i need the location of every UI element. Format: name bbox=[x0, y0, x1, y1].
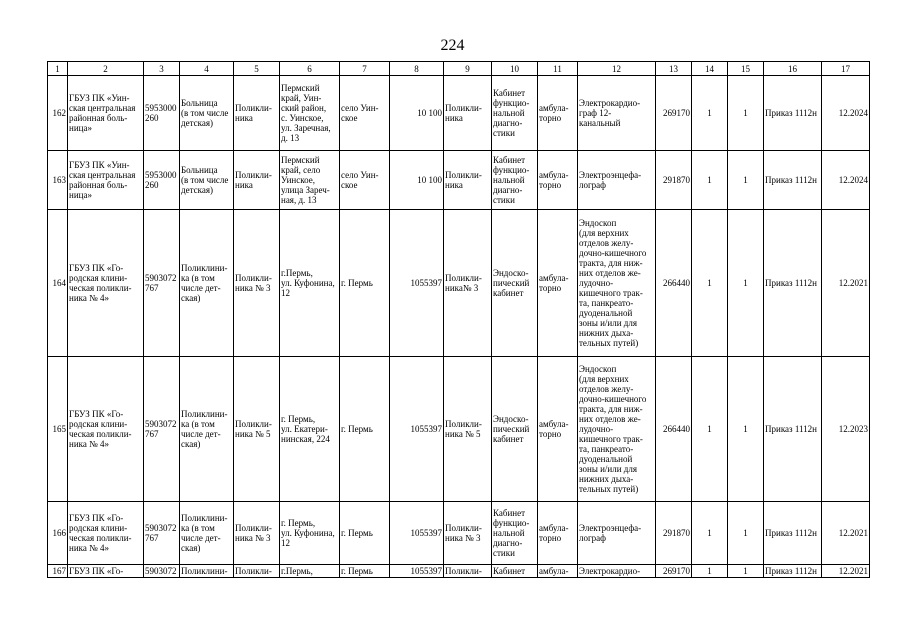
cell-oktmo: 1055397 bbox=[390, 502, 444, 565]
column-number: 10 bbox=[492, 62, 538, 76]
cell-row-number: 166 bbox=[48, 502, 68, 565]
column-number: 6 bbox=[280, 62, 340, 76]
cell-locality: г. Пермь bbox=[340, 565, 390, 578]
page-number: 224 bbox=[440, 37, 465, 54]
cell-equipment-code: 291870 bbox=[656, 151, 692, 210]
cell-term: 12.2024 bbox=[822, 76, 870, 151]
cell-quantity-required: 1 bbox=[692, 357, 728, 502]
cell-organization: ГБУЗ ПК «Го- родская клини- ческая поликли- ника № 4» bbox=[68, 210, 144, 357]
cell-organization: ГБУЗ ПК «Уин- ская центральная районная боль- ница» bbox=[68, 76, 144, 151]
table-row bbox=[48, 151, 870, 210]
cell-cabinet: Кабинет функцио- нальной диагно- стики bbox=[492, 502, 538, 565]
cell-oktmo: 10 100 bbox=[390, 151, 444, 210]
cell-order-basis: Приказ 1112н bbox=[764, 565, 822, 578]
equipment-table bbox=[47, 61, 870, 578]
cell-unit: Поликли- ника № 3 bbox=[444, 502, 492, 565]
cell-locality: г. Пермь bbox=[340, 210, 390, 357]
column-number: 7 bbox=[340, 62, 390, 76]
cell-quantity-available: 1 bbox=[728, 565, 764, 578]
cell-organization: ГБУЗ ПК «Уин- ская центральная районная боль- ница» bbox=[68, 151, 144, 210]
cell-cabinet: Эндоско- пический кабинет bbox=[492, 210, 538, 357]
cell-term: 12.2023 bbox=[822, 357, 870, 502]
cell-cabinet: Кабинет функцио- нальной диагно- стики bbox=[492, 151, 538, 210]
cell-quantity-required: 1 bbox=[692, 210, 728, 357]
cell-address: г. Пермь, ул. Куфонина, 12 bbox=[280, 502, 340, 565]
cell-unit: Поликли- ника bbox=[444, 151, 492, 210]
cell-organization: ГБУЗ ПК «Го- родская клини- ческая поликли- ника № 4» bbox=[68, 502, 144, 565]
cell-order-basis: Приказ 1112н bbox=[764, 210, 822, 357]
cell-cabinet: Кабинет функцио- нальной диагно- стики bbox=[492, 76, 538, 151]
cell-equipment: Эндоскоп (для верхних отделов желу- дочно-кишечного тракта, для ниж- них отделов же- лудочно- кишечного трак- та, панкреато- дуоденальной зоны и/или для нижних дыха- тельных путей) bbox=[578, 357, 656, 502]
cell-address: г. Пермь, ул. Екатери- нинская, 224 bbox=[280, 357, 340, 502]
cell-term: 12.2021 bbox=[822, 210, 870, 357]
cell-address: г.Пермь, bbox=[280, 565, 340, 578]
cell-unit: Поликли- ника bbox=[444, 76, 492, 151]
cell-subdivision: Поликли- ника bbox=[234, 151, 280, 210]
cell-equipment-code: 269170 bbox=[656, 565, 692, 578]
table-row bbox=[48, 76, 870, 151]
table-row bbox=[48, 502, 870, 565]
cell-subdivision: Поликли- ника № 3 bbox=[234, 502, 280, 565]
cell-care-condition: амбула- торно bbox=[538, 357, 578, 502]
cell-order-basis: Приказ 1112н bbox=[764, 502, 822, 565]
cell-equipment: Электроэнцефа- лограф bbox=[578, 151, 656, 210]
cell-address: г.Пермь, ул. Куфонина, 12 bbox=[280, 210, 340, 357]
cell-equipment: Электрокардио- bbox=[578, 565, 656, 578]
cell-equipment: Электроэнцефа- лограф bbox=[578, 502, 656, 565]
column-number: 13 bbox=[656, 62, 692, 76]
cell-care-condition: амбула- торно bbox=[538, 76, 578, 151]
cell-inn: 5903072 767 bbox=[144, 210, 180, 357]
cell-locality: село Уин- ское bbox=[340, 151, 390, 210]
column-number: 8 bbox=[390, 62, 444, 76]
cell-subdivision: Поликли- bbox=[234, 565, 280, 578]
column-number: 15 bbox=[728, 62, 764, 76]
cell-term: 12.2021 bbox=[822, 565, 870, 578]
table-row bbox=[48, 357, 870, 502]
cell-facility-type: Поликлини- ка (в том числе дет- ская) bbox=[180, 502, 234, 565]
column-number: 9 bbox=[444, 62, 492, 76]
cell-row-number: 162 bbox=[48, 76, 68, 151]
cell-facility-type: Поликлини- ка (в том числе дет- ская) bbox=[180, 210, 234, 357]
column-number: 5 bbox=[234, 62, 280, 76]
cell-equipment-code: 291870 bbox=[656, 502, 692, 565]
cell-quantity-required: 1 bbox=[692, 502, 728, 565]
cell-quantity-available: 1 bbox=[728, 357, 764, 502]
cell-organization: ГБУЗ ПК «Го- bbox=[68, 565, 144, 578]
cell-locality: г. Пермь bbox=[340, 357, 390, 502]
cell-inn: 5953000 260 bbox=[144, 76, 180, 151]
cell-order-basis: Приказ 1112н bbox=[764, 76, 822, 151]
cell-care-condition: амбула- торно bbox=[538, 210, 578, 357]
cell-quantity-required: 1 bbox=[692, 151, 728, 210]
column-number: 3 bbox=[144, 62, 180, 76]
cell-address: Пермский край, Уин- ский район, с. Уинское, ул. Заречная, д. 13 bbox=[280, 76, 340, 151]
cell-term: 12.2024 bbox=[822, 151, 870, 210]
cell-inn: 5903072 767 bbox=[144, 502, 180, 565]
column-number: 12 bbox=[578, 62, 656, 76]
cell-quantity-available: 1 bbox=[728, 502, 764, 565]
cell-row-number: 165 bbox=[48, 357, 68, 502]
cell-cabinet: Кабинет bbox=[492, 565, 538, 578]
cell-locality: село Уин- ское bbox=[340, 76, 390, 151]
column-number: 4 bbox=[180, 62, 234, 76]
table-row bbox=[48, 210, 870, 357]
column-number: 1 bbox=[48, 62, 68, 76]
cell-subdivision: Поликли- ника № 5 bbox=[234, 357, 280, 502]
cell-quantity-available: 1 bbox=[728, 151, 764, 210]
cell-equipment: Эндоскоп (для верхних отделов желу- дочно-кишечного тракта, для ниж- них отделов же- лудочно- кишечного трак- та, панкреато- дуоденальной зоны и/или для нижних дыха- тельных путей) bbox=[578, 210, 656, 357]
cell-care-condition: амбула- bbox=[538, 565, 578, 578]
cell-term: 12.2021 bbox=[822, 502, 870, 565]
cell-facility-type: Поликлини- bbox=[180, 565, 234, 578]
column-number: 14 bbox=[692, 62, 728, 76]
column-number: 11 bbox=[538, 62, 578, 76]
cell-unit: Поликли- ника № 5 bbox=[444, 357, 492, 502]
cell-subdivision: Поликли- ника bbox=[234, 76, 280, 151]
cell-unit: Поликли- bbox=[444, 565, 492, 578]
cell-equipment-code: 269170 bbox=[656, 76, 692, 151]
cell-order-basis: Приказ 1112н bbox=[764, 357, 822, 502]
cell-row-number: 167 bbox=[48, 565, 68, 578]
cell-cabinet: Эндоско- пический кабинет bbox=[492, 357, 538, 502]
cell-equipment-code: 266440 bbox=[656, 357, 692, 502]
cell-order-basis: Приказ 1112н bbox=[764, 151, 822, 210]
cell-row-number: 164 bbox=[48, 210, 68, 357]
cell-unit: Поликли- ника№ 3 bbox=[444, 210, 492, 357]
cell-subdivision: Поликли- ника № 3 bbox=[234, 210, 280, 357]
column-number-row bbox=[48, 62, 870, 76]
cell-oktmo: 1055397 bbox=[390, 565, 444, 578]
cell-care-condition: амбула- торно bbox=[538, 151, 578, 210]
column-number: 16 bbox=[764, 62, 822, 76]
cell-inn: 5903072 bbox=[144, 565, 180, 578]
cell-facility-type: Больница (в том числе детская) bbox=[180, 76, 234, 151]
cell-facility-type: Поликлини- ка (в том числе дет- ская) bbox=[180, 357, 234, 502]
cell-address: Пермский край, село Уинское, улица Зареч- ная, д. 13 bbox=[280, 151, 340, 210]
cell-quantity-required: 1 bbox=[692, 565, 728, 578]
cell-quantity-required: 1 bbox=[692, 76, 728, 151]
cell-oktmo: 10 100 bbox=[390, 76, 444, 151]
cell-organization: ГБУЗ ПК «Го- родская клини- ческая поликли- ника № 4» bbox=[68, 357, 144, 502]
column-number: 17 bbox=[822, 62, 870, 76]
cell-care-condition: амбула- торно bbox=[538, 502, 578, 565]
cell-quantity-available: 1 bbox=[728, 210, 764, 357]
cell-inn: 5953000 260 bbox=[144, 151, 180, 210]
cell-quantity-available: 1 bbox=[728, 76, 764, 151]
cell-equipment-code: 266440 bbox=[656, 210, 692, 357]
column-number: 2 bbox=[68, 62, 144, 76]
cell-equipment: Электрокардио- граф 12- канальный bbox=[578, 76, 656, 151]
cell-inn: 5903072 767 bbox=[144, 357, 180, 502]
cell-facility-type: Больница (в том числе детская) bbox=[180, 151, 234, 210]
cell-row-number: 163 bbox=[48, 151, 68, 210]
table-row bbox=[48, 565, 870, 578]
cell-oktmo: 1055397 bbox=[390, 357, 444, 502]
cell-oktmo: 1055397 bbox=[390, 210, 444, 357]
cell-locality: г. Пермь bbox=[340, 502, 390, 565]
